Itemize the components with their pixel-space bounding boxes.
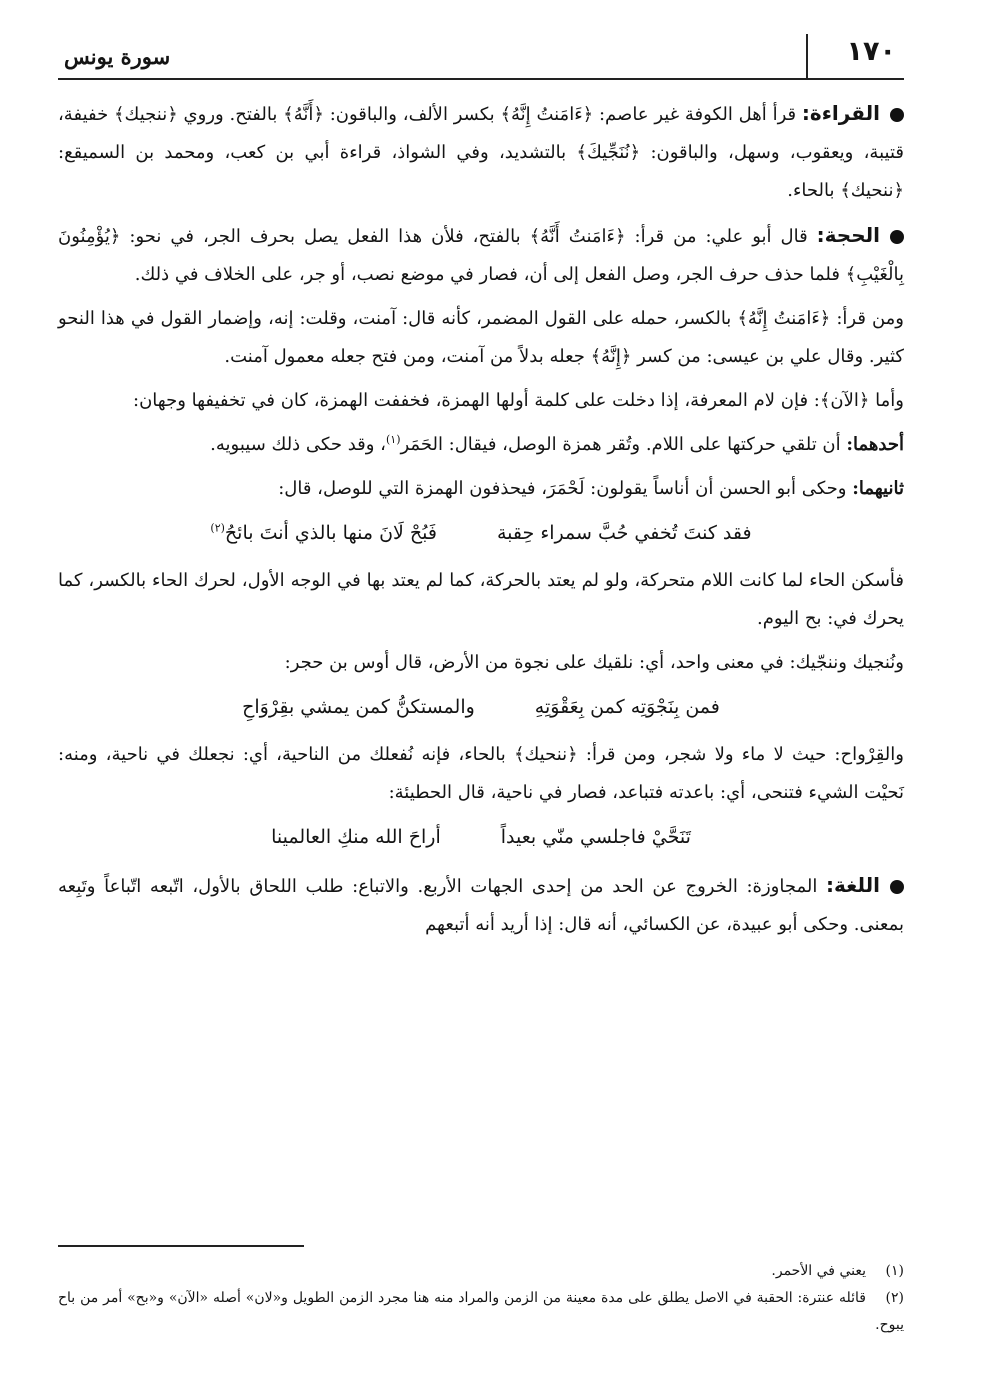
verse-1-first-hemistich: فقد كنتَ تُخفي حُبَّ سمراء حِقبة xyxy=(497,522,752,544)
ahaduhuma-text-1: أن تلقي حركتها على اللام. وتُقر همزة الوصل، فيقال: الحَمَر xyxy=(400,434,841,455)
bullet-icon xyxy=(890,230,904,244)
paragraph-qiraa xyxy=(58,94,904,210)
footnote-ref-1: (١) xyxy=(385,433,401,446)
footnote-ref-2: (٢) xyxy=(210,521,225,535)
sura-title: سورة يونس xyxy=(64,44,171,69)
header-divider xyxy=(806,34,808,78)
book-page xyxy=(58,0,904,1395)
verse-1-second-hemistich: فَبُحْ لَانَ منها بالذي أنتَ بائحُ xyxy=(224,522,437,544)
footnote-number: (١) xyxy=(885,1263,904,1279)
main-text xyxy=(58,94,904,950)
footnote-text: يعني في الأحمر. xyxy=(771,1263,866,1279)
verse-2-first-hemistich: فمن بِنَجْوَتِه كمن بِعَقْوَتِهِ xyxy=(534,696,720,718)
verse-3-first-hemistich: تَنَحَّيْ فاجلسي منّي بعيداً xyxy=(500,826,691,848)
bullet-icon xyxy=(890,108,904,122)
paragraph-thanihima xyxy=(58,470,904,508)
footnote-1 xyxy=(58,1258,904,1285)
paragraph-askan: فأسكن الحاء لما كانت اللام متحركة، ولو لم يعتد بالحركة، كما لم يعتد بها في الوجه الأول، لحرك الحاء بالكسر، كما يحرك في: بح اليوم. xyxy=(58,570,904,629)
poetry-verse-1 xyxy=(58,514,904,552)
subheading-ahaduhuma: أحدهما: xyxy=(846,434,904,455)
verse-2-second-hemistich: والمستكنُّ كمن يمشي بقِرْوَاحِ xyxy=(242,696,475,718)
ahaduhuma-text-2: ، وقد حكى ذلك سيبويه. xyxy=(210,434,386,455)
poetry-verse-3 xyxy=(58,818,904,856)
footnotes xyxy=(58,1258,904,1339)
paragraph-ahaduhuma xyxy=(58,426,904,464)
thanihima-text: وحكى أبو الحسن أن أناساً يقولون: لَحْمَرَ، فيحذفون الهمزة التي للوصل، قال: xyxy=(278,478,847,499)
page-number: ١٧٠ xyxy=(846,36,896,67)
section-heading-qiraa: القراءة: xyxy=(801,101,880,125)
page-header xyxy=(58,34,904,80)
lugha-text: المجاوزة: الخروج عن الحد من إحدى الجهات الأربع. والاتباع: طلب اللحاق بالأول، اتّبعه اتّباعاً وتَبِعه بمعنى. وحكى أبو عبيدة، عن الكسائي، أنه قال: إذا أريد أنه أتبعهم xyxy=(58,876,904,935)
section-heading-hujja: الحجة: xyxy=(816,223,880,247)
bullet-icon xyxy=(890,880,904,894)
footnote-number: (٢) xyxy=(885,1290,905,1306)
footnote-text: قائله عنترة: الحقبة في الاصل يطلق على مدة معينة من الزمن والمراد منه هنا مجرد الزمن الطويل و«لان» أصله «الآن» و«بح» أمر من باح يبوح. xyxy=(58,1290,904,1333)
paragraph-hujja xyxy=(58,216,904,294)
poetry-verse-2 xyxy=(58,688,904,726)
hujja-text: قال أبو علي: من قرأ: ﴿ءَامَنتُ أَنَّهُ﴾ بالفتح، فلأن هذا الفعل يصل بحرف الجر، في نحو: ﴿يُؤْمِنُونَ بِالْغَيْبِ﴾ فلما حذف حرف الجر، وصل الفعل إلى أن، فصار في موضع نصب، أو جر، على الخلاف في ذلك. xyxy=(58,226,904,285)
section-heading-lugha: اللغة: xyxy=(826,873,880,897)
paragraph-alaan: وأما ﴿الآن﴾: فإن لام المعرفة، إذا دخلت على كلمة أولها الهمزة، فخففت الهمزة، كان في تخفيفها وجهان: xyxy=(133,390,904,411)
footnote-divider xyxy=(58,1245,304,1247)
footnote-2 xyxy=(58,1285,904,1339)
verse-3-second-hemistich: أراحَ الله منكِ العالمينا xyxy=(271,826,441,848)
paragraph-lugha xyxy=(58,866,904,944)
paragraph-kasr: ومن قرأ: ﴿ءَامَنتُ إِنَّهُ﴾ بالكسر، حمله على القول المضمر، كأنه قال: آمنت، وقلت: إنه، وإضمار القول في هذا النحو كثير. وقال علي بن عيسى: من كسر ﴿إِنَّهُ﴾ جعله بدلاً من آمنت، ومن فتح جعله معمول آمنت. xyxy=(58,308,904,367)
subheading-thanihima: ثانيهما: xyxy=(852,478,904,499)
paragraph-qirwah: والقِرْواح: حيث لا ماء ولا شجر، ومن قرأ: ﴿ننحيك﴾ بالحاء، فإنه نُفعلك من الناحية، أي: نجعلك في ناحية، ومنه: نَحيْت الشيء فتنحى، أي: باعدته فتباعد، فصار في ناحية، قال الحطيئة: xyxy=(58,744,904,803)
paragraph-nunjik: ونُنجيك وننجّيك: في معنى واحد، أي: نلقيك على نجوة من الأرض، قال أوس بن حجر: xyxy=(284,652,904,673)
qiraa-text: قرأ أهل الكوفة غير عاصم: ﴿ءَامَنتُ إِنَّهُ﴾ بكسر الألف، والباقون: ﴿أَنَّهُ﴾ بالفتح. وروي ﴿ننجيك﴾ خفيفة، قتيبة، ويعقوب، وسهل، والباقون: ﴿نُنَجِّيكَ﴾ بالتشديد، وفي الشواذ، قراءة أبي بن كعب، ومحمد بن السميقع: ﴿ننحيك﴾ بالحاء. xyxy=(58,104,904,201)
